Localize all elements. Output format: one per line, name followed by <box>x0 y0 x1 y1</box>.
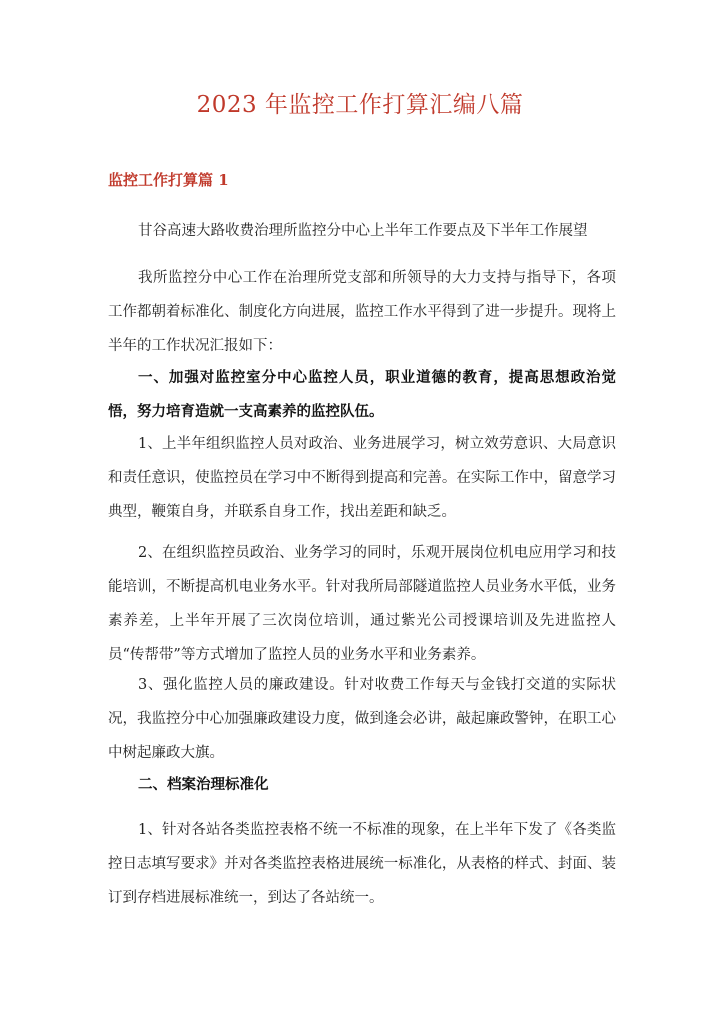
heading-two: 二、档案治理标准化 <box>138 776 269 793</box>
heading-one: 一、加强对监控室分中心监控人员，职业道德的教育，提高思想政治觉悟，努力培育造就一支高素养的监控队伍。 <box>108 369 616 420</box>
paragraph-item-3: 3、强化监控人员的廉政建设。针对收费工作每天与金钱打交道的实际状况，我监控分中心加强廉政建设力度，做到逢会必讲，敲起廉政警钟，在职工心中树起廉政大旗。 <box>108 677 616 761</box>
paragraph-archive-1: 1、针对各站各类监控表格不统一不标准的现象，在上半年下发了《各类监控日志填写要求》并对各类监控表格进展统一标准化，从表格的样式、封面、装订到存档进展标准统一，到达了各站统一。 <box>108 822 616 906</box>
paragraph-item-1: 1、上半年组织监控人员对政治、业务进展学习，树立效劳意识、大局意识和责任意识，使监控员在学习中不断得到提高和完善。在实际工作中，留意学习典型，鞭策自身，并联系自身工作，找出差距和缺乏。 <box>108 436 616 520</box>
document-title: 2023 年监控工作打算汇编八篇 <box>196 92 524 118</box>
paragraph-item-2: 2、在组织监控员政治、业务学习的同时，乐观开展岗位机电应用学习和技能培训，不断提高机电业务水平。针对我所局部隧道监控人员业务水平低，业务素养差，上半年开展了三次岗位培训，通过紫光公司授课培训及先进监控人员“传帮带”等方式增加了监控人员的业务水平和业务素养。 <box>108 545 616 663</box>
paragraph-subtitle: 甘谷高速大路收费治理所监控分中心上半年工作要点及下半年工作展望 <box>138 223 588 239</box>
section-title: 监控工作打算篇 1 <box>108 171 229 189</box>
paragraph-intro: 我所监控分中心工作在治理所党支部和所领导的大力支持与指导下，各项工作都朝着标准化、制度化方向进展，监控工作水平得到了进一步提升。现将上半年的工作状况汇报如下： <box>108 270 616 354</box>
